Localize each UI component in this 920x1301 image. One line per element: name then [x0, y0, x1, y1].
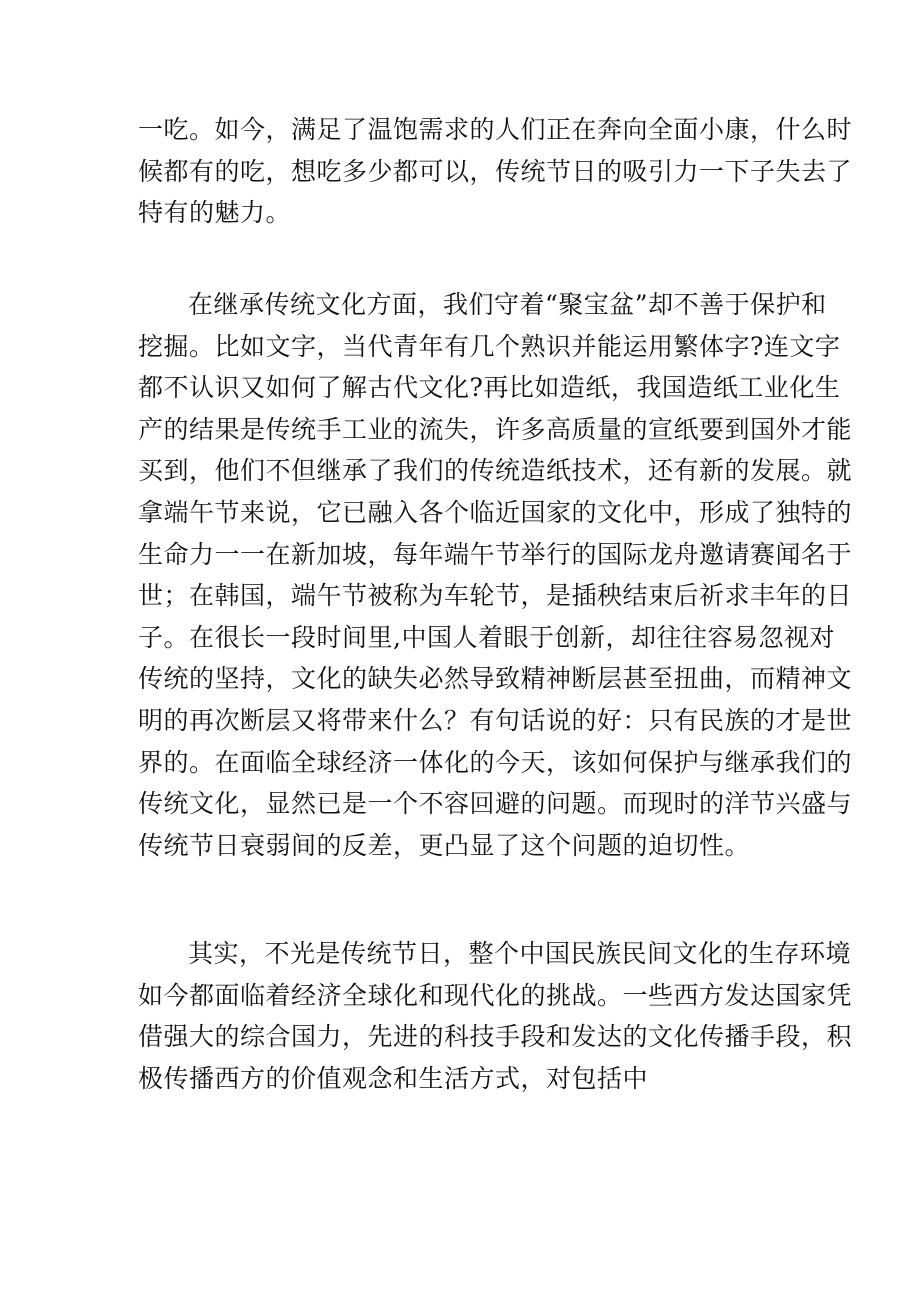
paragraph-line: 明的再次断层又将带来什么？有句话说的好：只有民族的才是世 — [138, 705, 853, 735]
paragraph-line: 子。在很长一段时间里,中国人着眼于创新，却往往容易忽视对 — [138, 622, 835, 652]
paragraph-line: 传统文化，显然已是一个不容回避的问题。而现时的洋节兴盛与 — [138, 789, 853, 819]
paragraph-line: 产的结果是传统手工业的流失，许多高质量的宣纸要到国外才能 — [138, 414, 853, 444]
paragraph-line: 世；在韩国，端午节被称为车轮节，是插秧结束后祈求丰年的日 — [138, 581, 853, 611]
paragraph-line: 拿端午节来说，它已融入各个临近国家的文化中，形成了独特的 — [138, 497, 853, 527]
paragraph-2 — [138, 284, 853, 866]
paragraph-line: 候都有的吃，想吃多少都可以，传统节日的吸引力一下子失去了 — [138, 156, 853, 186]
paragraph-line: 界的。在面临全球经济一体化的今天，该如何保护与继承我们的 — [138, 747, 853, 777]
paragraph-line: 都不认识又如何了解古代文化?再比如造纸，我国造纸工业化生 — [138, 373, 841, 403]
paragraph-line: 传统节日衰弱间的反差，更凸显了这个问题的迫切性。 — [138, 830, 751, 860]
paragraph-line: 极传播西方的价值观念和生活方式，对包括中 — [138, 1063, 649, 1093]
paragraph-line: 买到，他们不但继承了我们的传统造纸技术，还有新的发展。就 — [138, 456, 853, 486]
paragraph-line: 如今都面临着经济全球化和现代化的挑战。一些西方发达国家凭 — [138, 980, 853, 1010]
paragraph-line: 传统的坚持，文化的缺失必然导致精神断层甚至扭曲，而精神文 — [138, 664, 853, 694]
paragraph-line: 其实，不光是传统节日，整个中国民族民间文化的生存环境 — [188, 939, 852, 968]
paragraph-line: 借强大的综合国力，先进的科技手段和发达的文化传播手段，积 — [138, 1022, 853, 1052]
paragraph-3 — [138, 933, 853, 1099]
paragraph-line: 在继承传统文化方面，我们守着“聚宝盆”却不善于保护和 — [188, 290, 827, 319]
paragraph-line: 一吃。如今，满足了温饱需求的人们正在奔向全面小康，什么时 — [138, 115, 853, 144]
paragraph-line: 挖掘。比如文字，当代青年有几个熟识并能运用繁体字?连文字 — [138, 331, 841, 361]
paragraph-line: 特有的魅力。 — [138, 198, 292, 228]
paragraph-line: 生命力一一在新加坡，每年端午节举行的国际龙舟邀请赛闻名于 — [138, 539, 853, 569]
paragraph-1 — [138, 109, 853, 234]
